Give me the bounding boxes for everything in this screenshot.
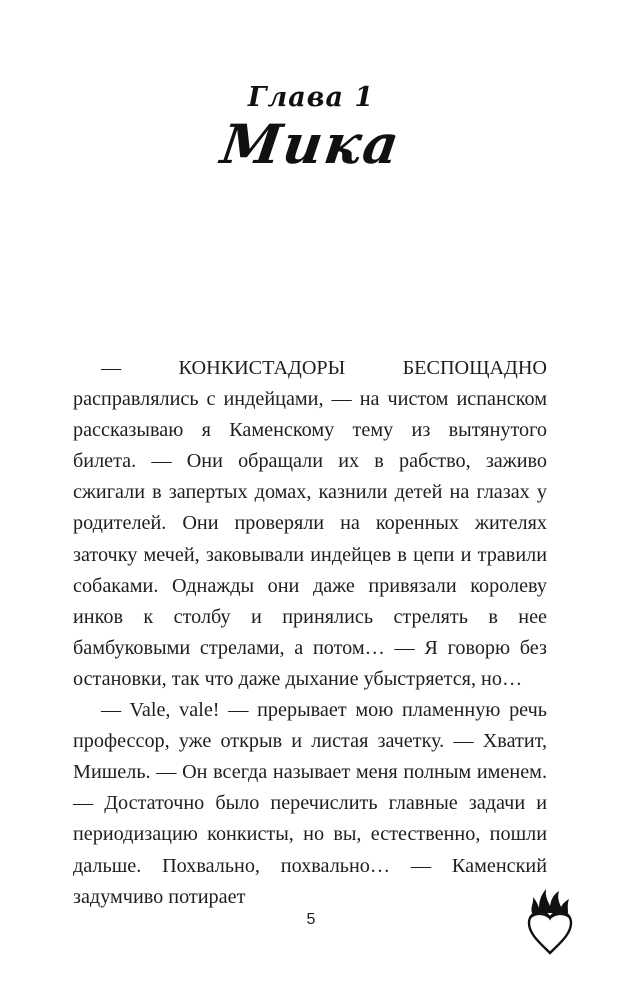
chapter-title: Мика xyxy=(217,112,405,176)
paragraph: — Vale, vale! — прерывает мою пламенную речь профессор, уже открыв и листая зачетку. — Хватит, Мишель. — Он всегда называет меня полным именем. — Достаточно было перечислить главные задачи и периодизацию конкисты, но вы, естественно, пошли дальше. Похвально, похвально… — Каменский задумчиво потирает xyxy=(73,699,547,908)
flaming-heart-icon xyxy=(526,877,574,957)
page-number: 5 xyxy=(306,911,316,928)
paragraph: — КОНКИСТАДОРЫ БЕСПОЩАДНО расправлялись с индейцами, — на чистом испанском рассказываю я Каменскому тему из вытянутого билета. — Они обращали их в рабство, заживо сжигали в запертых домах, казнили детей на глазах у родителей. Они проверяли на коренных жителях заточку мечей, заковывали индейцев в цепи и травили собаками. Однажды они даже привязали королеву инков к столбу и принялись стрелять в нее бамбуковыми стрелами, а потом… — Я говорю без остановки, так что даже дыхание убыстряется, но… xyxy=(73,357,547,690)
body-text xyxy=(73,353,547,913)
chapter-number: Глава 1 xyxy=(247,82,375,113)
